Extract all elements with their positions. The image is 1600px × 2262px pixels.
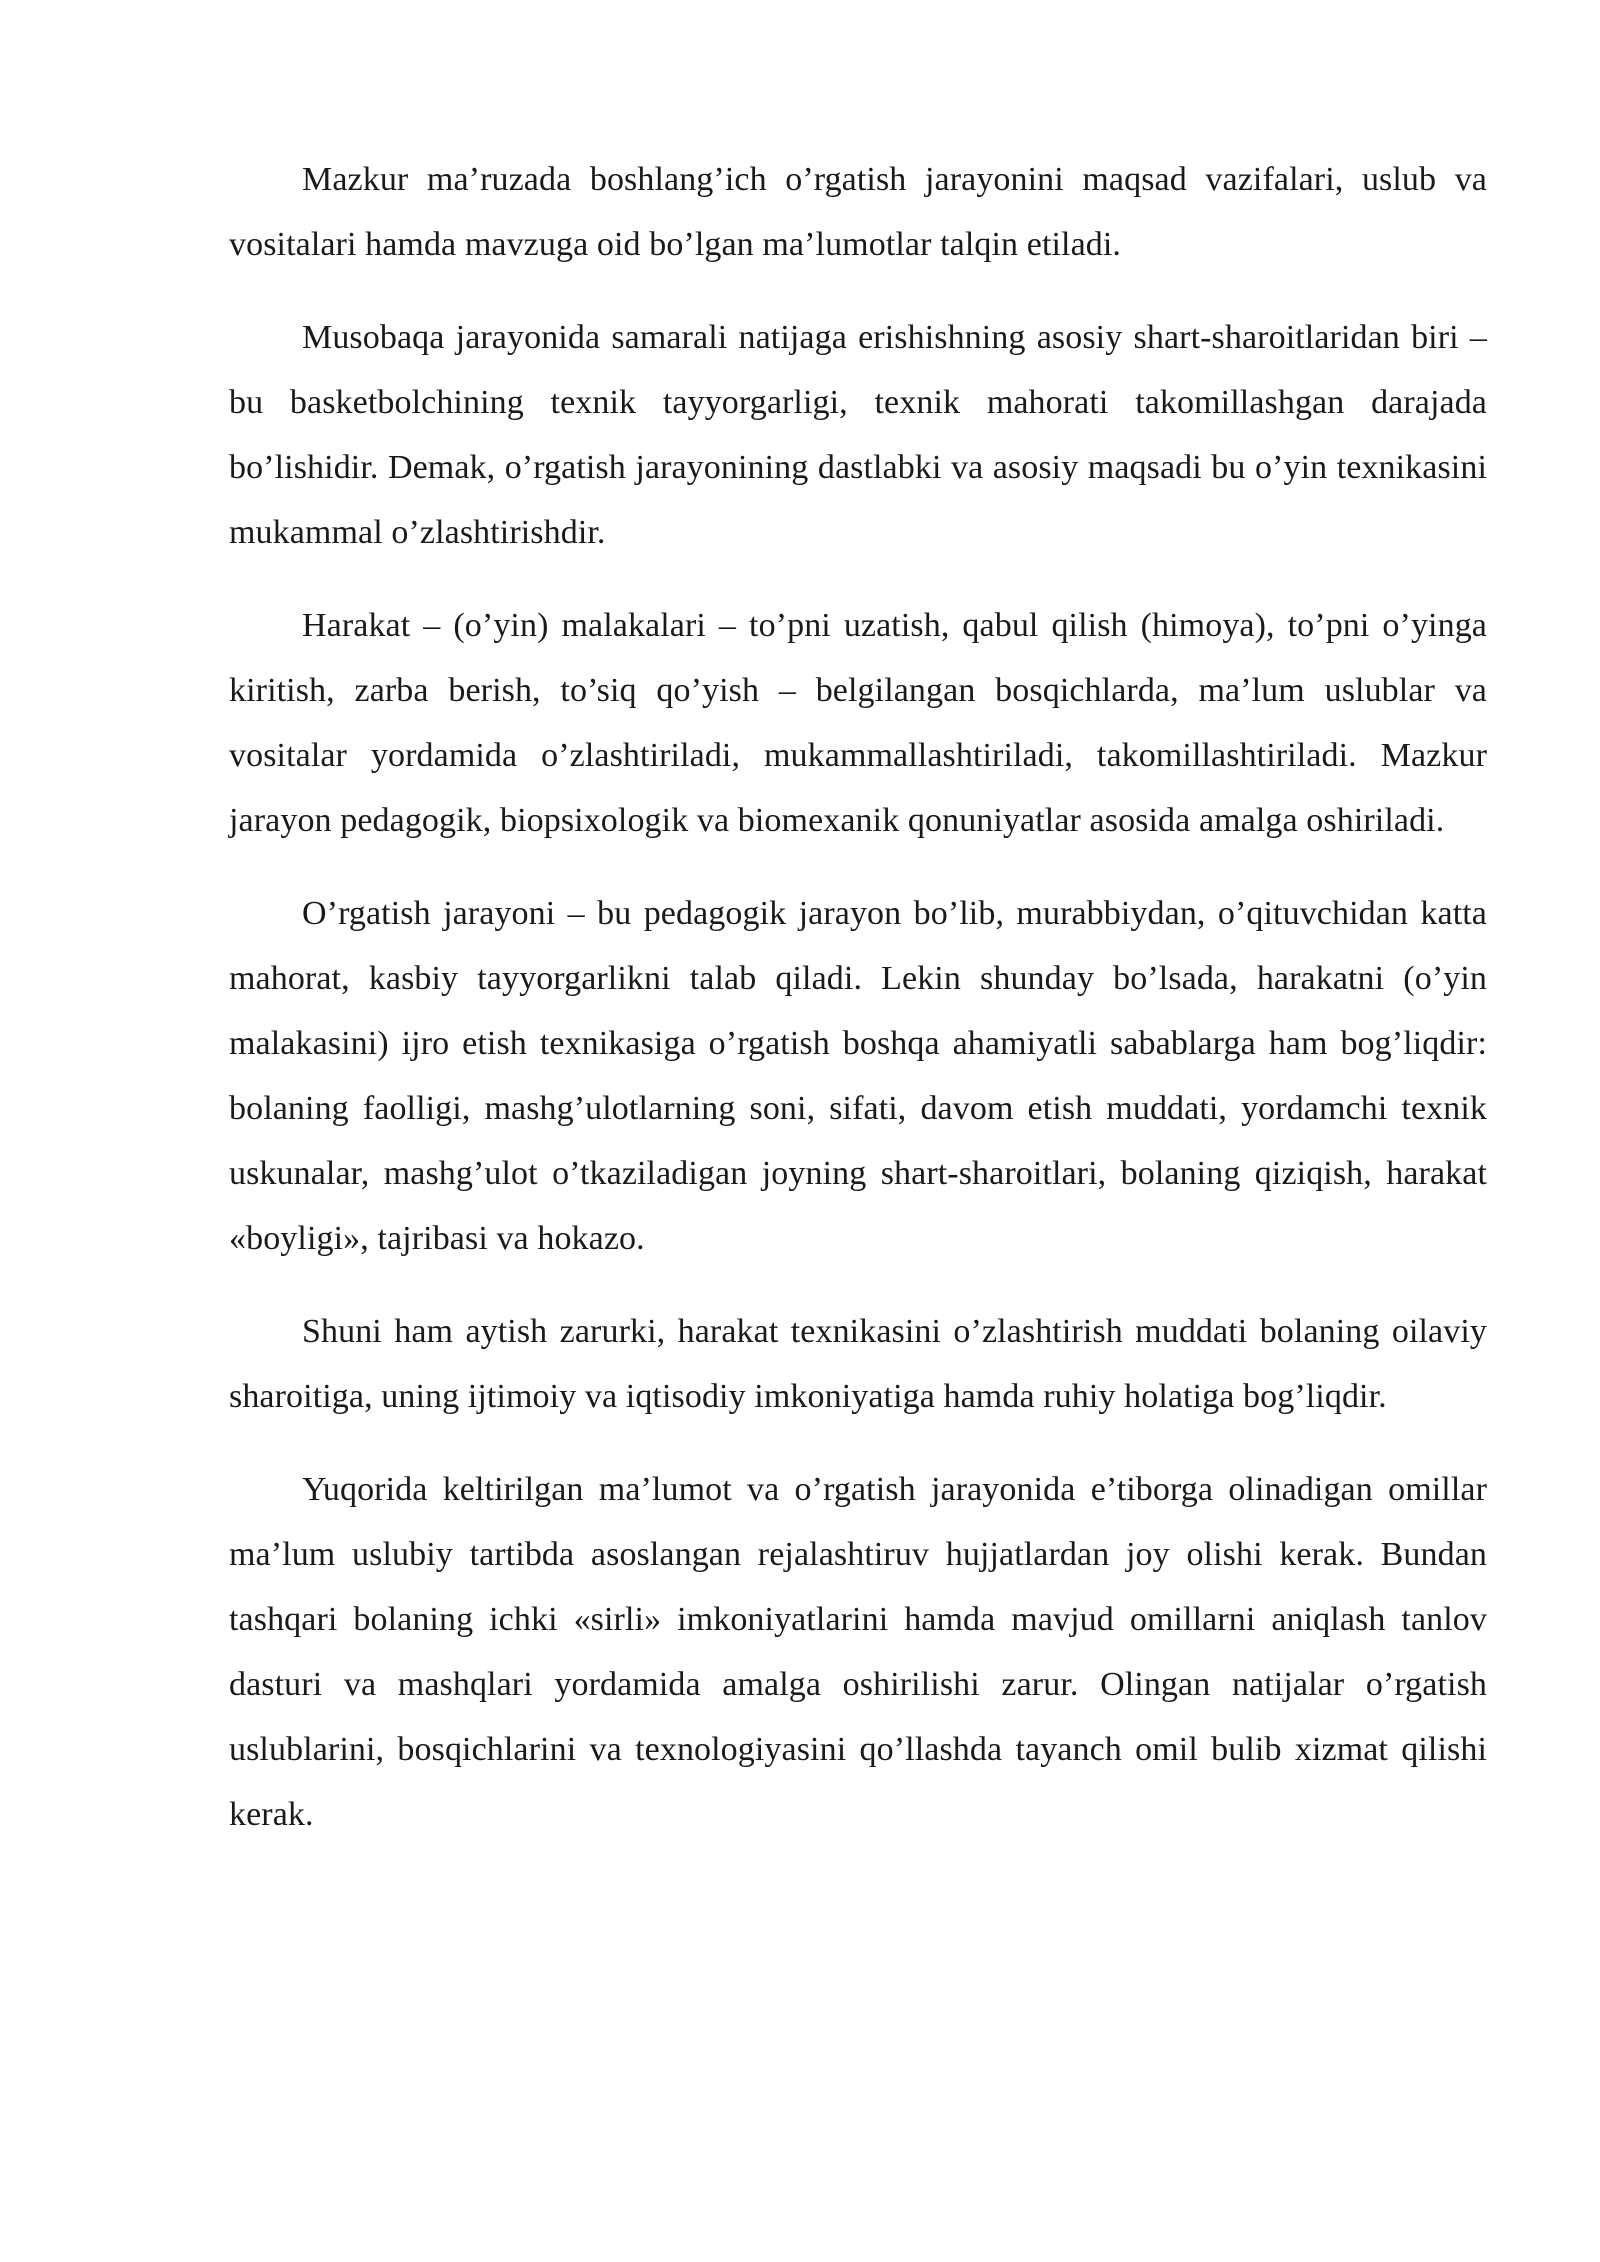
- paragraph-3: Harakat – (o’yin) malakalari – to’pni uzatish, qabul qilish (himoya), to’pni o’yinga kiritish, zarba berish, to’siq qo’yish – belgilangan bosqichlarda, ma’lum uslublar va vositalar yordamida o’zlashtiriladi, mukammallashtiriladi, takomillashtiriladi. Mazkur jarayon pedagogik, biopsixologik va biomexanik qonuniyatlar asosida amalga oshiriladi.: [229, 607, 1487, 839]
- paragraph-1: Mazkur ma’ruzada boshlang’ich o’rgatish jarayonini maqsad vazifalari, uslub va vositalari hamda mavzuga oid bo’lgan ma’lumotlar talqin etiladi.: [229, 161, 1487, 263]
- paragraph-5: Shuni ham aytish zarurki, harakat texnikasini o’zlashtirish muddati bolaning oilaviy sharoitiga, uning ijtimoiy va iqtisodiy imkoniyatiga hamda ruhiy holatiga bog’liqdir.: [229, 1313, 1487, 1415]
- paragraph-6: Yuqorida keltirilgan ma’lumot va o’rgatish jarayonida e’tiborga olinadigan omillar ma’lum uslubiy tartibda asoslangan rejalashtiruv hujjatlardan joy olishi kerak. Bundan tashqari bolaning ichki «sirli» imkoniyatlarini hamda mavjud omillarni aniqlash tanlov dasturi va mashqlari yordamida amalga oshirilishi zarur. Olingan natijalar o’rgatish uslublarini, bosqichlarini va texnologiyasini qo’llashda tayanch omil bulib xizmat qilishi kerak.: [229, 1471, 1487, 1833]
- paragraph-4: O’rgatish jarayoni – bu pedagogik jarayon bo’lib, murabbiydan, o’qituvchidan katta mahorat, kasbiy tayyorgarlikni talab qiladi. Lekin shunday bo’lsada, harakatni (o’yin malakasini) ijro etish texnikasiga o’rgatish boshqa ahamiyatli sabablarga ham bog’liqdir: bolaning faolligi, mashg’ulotlarning soni, sifati, davom etish muddati, yordamchi texnik uskunalar, mashg’ulot o’tkaziladigan joyning shart-sharoitlari, bolaning qiziqish, harakat «boyligi», tajribasi va hokazo.: [229, 895, 1487, 1257]
- paragraph-2: Musobaqa jarayonida samarali natijaga erishishning asosiy shart-sharoitlaridan biri – bu basketbolchining texnik tayyorgarligi, texnik mahorati takomillashgan darajada bo’lishidir. Demak, o’rgatish jarayonining dastlabki va asosiy maqsadi bu o’yin texnikasini mukammal o’zlashtirishdir.: [229, 319, 1487, 551]
- document-body: [229, 147, 1487, 1875]
